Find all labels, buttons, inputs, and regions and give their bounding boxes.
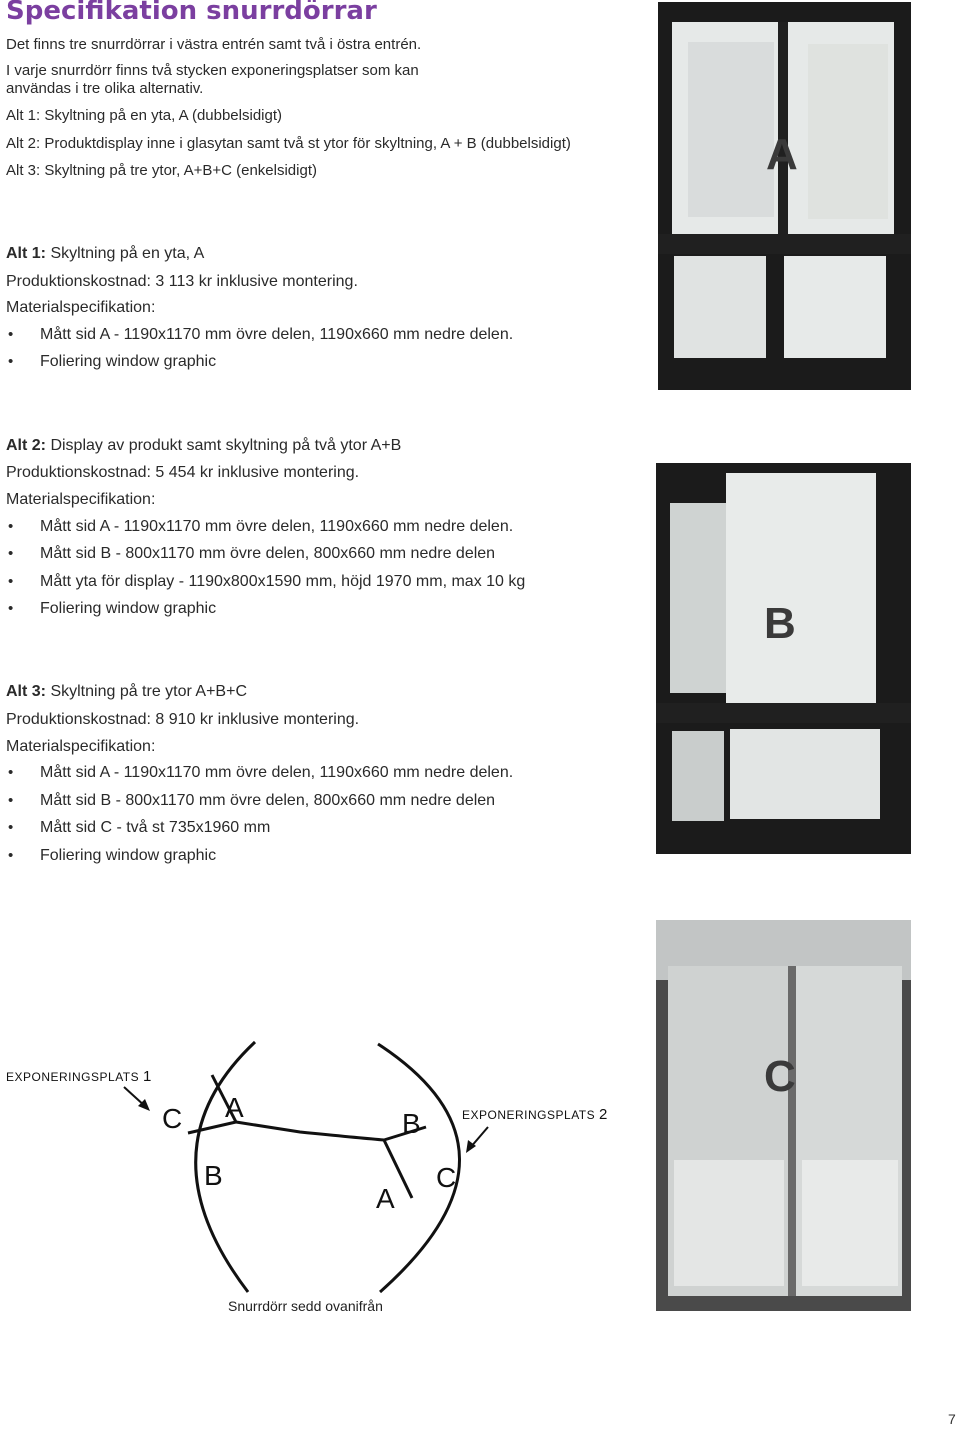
diagram-left-a: A [225, 1092, 244, 1123]
section2-label: Alt 2: [6, 437, 46, 454]
section1-cost: Produktionskostnad: 3 113 kr inklusive montering. [6, 273, 358, 290]
section2-heading-text: Display av produkt samt skyltning på två ytor A+B [46, 437, 402, 454]
expo-1-word: EXPONERINGSPLATS [6, 1070, 140, 1084]
section2-bullet-2: Mått sid B - 800x1170 mm övre delen, 800x660 mm nedre delen [40, 545, 496, 562]
section1-label: Alt 1: [6, 245, 46, 262]
bullet-glyph: • [8, 518, 14, 535]
intro-line-3: användas i tre olika alternativ. [6, 80, 204, 97]
section1-bullet-1: Mått sid A - 1190x1170 mm övre delen, 1190x660 mm nedre delen. [40, 326, 514, 343]
section2-bullet-3: Mått yta för display - 1190x800x1590 mm, höjd 1970 mm, max 10 kg [40, 573, 526, 590]
page-title: Specifikation snurrdörrar [6, 0, 377, 26]
section2-cost: Produktionskostnad: 5 454 kr inklusive montering. [6, 464, 360, 481]
exponeringsplats-2-label [462, 1106, 608, 1123]
diagram-right-c: C [436, 1162, 457, 1193]
bullet-glyph: • [8, 847, 14, 864]
diagram-left-b: B [204, 1160, 223, 1191]
diagram-right-b: B [402, 1108, 421, 1139]
expo-2-word: EXPONERINGSPLATS [462, 1108, 596, 1122]
bullet-glyph: • [8, 326, 14, 343]
section3-label: Alt 3: [6, 683, 46, 700]
section1-bullet-2: Foliering window graphic [40, 353, 217, 370]
section1-spec-label: Materialspecifikation: [6, 299, 156, 316]
photo-a-letter: A [766, 130, 798, 179]
door-wing-line [236, 1122, 384, 1140]
photo-b-letter: B [764, 599, 796, 648]
section3-bullet-4: Foliering window graphic [40, 847, 217, 864]
door-photo-b [656, 463, 911, 854]
diagram-left-c: C [162, 1103, 183, 1134]
intro-line-2: I varje snurrdörr finns två stycken exponeringsplatser som kan [6, 62, 419, 79]
page-number: 7 [948, 1411, 956, 1427]
door-photo-c [656, 920, 911, 1311]
section1-heading-text: Skyltning på en yta, A [46, 245, 205, 262]
bullet-glyph: • [8, 764, 14, 781]
section3-bullet-1: Mått sid A - 1190x1170 mm övre delen, 1190x660 mm nedre delen. [40, 764, 514, 781]
door-photo-a [658, 2, 911, 390]
bullet-glyph: • [8, 600, 14, 617]
section3-bullet-2: Mått sid B - 800x1170 mm övre delen, 800x660 mm nedre delen [40, 792, 496, 809]
intro-alt-3: Alt 3: Skyltning på tre ytor, A+B+C (enkelsidigt) [6, 162, 317, 179]
bullet-glyph: • [8, 545, 14, 562]
exponeringsplats-1-label [6, 1068, 152, 1085]
intro-line-1: Det finns tre snurrdörrar i västra entrén samt två i östra entrén. [6, 36, 422, 53]
bullet-glyph: • [8, 792, 14, 809]
bullet-glyph: • [8, 573, 14, 590]
section1-heading [6, 245, 204, 263]
section3-bullet-3: Mått sid C - två st 735x1960 mm [40, 819, 271, 836]
section3-heading [6, 683, 247, 701]
diagram-right-a: A [376, 1183, 395, 1214]
section2-heading [6, 437, 401, 455]
section2-bullet-4: Foliering window graphic [40, 600, 217, 617]
section2-spec-label: Materialspecifikation: [6, 491, 156, 508]
expo-2-number: 2 [599, 1106, 608, 1123]
diagram-caption: Snurrdörr sedd ovanifrån [228, 1298, 383, 1314]
section3-cost: Produktionskostnad: 8 910 kr inklusive montering. [6, 711, 360, 728]
section3-spec-label: Materialspecifikation: [6, 738, 156, 755]
bullet-glyph: • [8, 353, 14, 370]
section3-heading-text: Skyltning på tre ytor A+B+C [46, 683, 247, 700]
intro-alt-2: Alt 2: Produktdisplay inne i glasytan samt två st ytor för skyltning, A + B (dubbelsidigt) [6, 135, 571, 152]
photo-c-letter: C [764, 1052, 796, 1101]
section2-bullet-1: Mått sid A - 1190x1170 mm övre delen, 1190x660 mm nedre delen. [40, 518, 514, 535]
intro-alt-1: Alt 1: Skyltning på en yta, A (dubbelsidigt) [6, 107, 282, 124]
expo-1-number: 1 [143, 1068, 152, 1085]
bullet-glyph: • [8, 819, 14, 836]
